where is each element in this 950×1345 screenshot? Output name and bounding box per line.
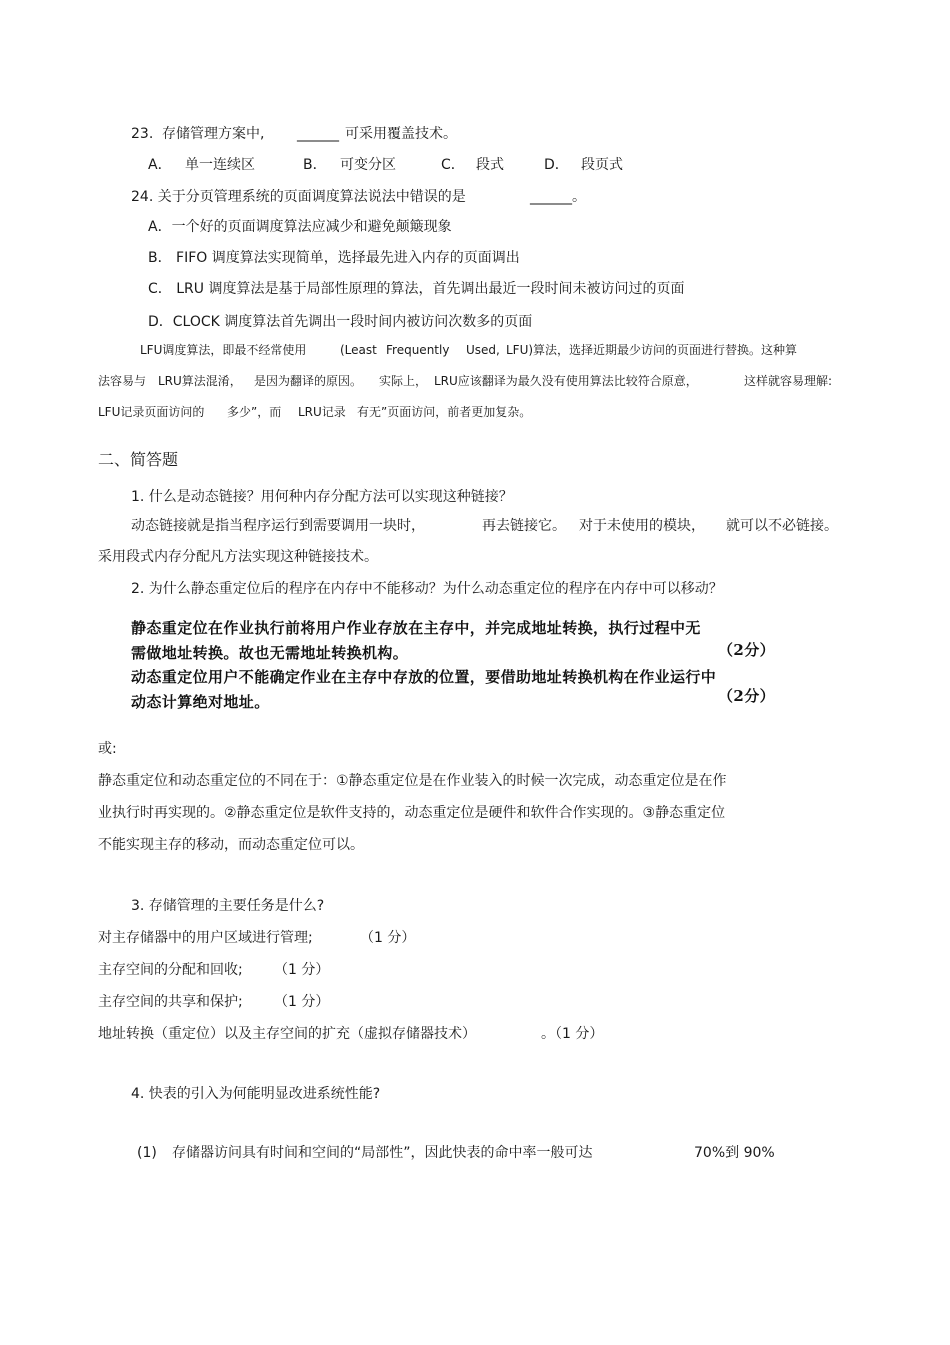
q24-option-d: D．CLOCK 调度算法首先调出一段时间内被访问次数多的页面 xyxy=(148,314,533,330)
note-line3-d: 有无”页面访问，前者更加复杂。 xyxy=(357,405,532,419)
q3-question: 3. 存储管理的主要任务是什么? xyxy=(131,898,325,914)
q24-stem: 24. 关于分页管理系统的页面调度算法说法中错误的是 xyxy=(131,189,466,205)
q23-option-d: 段页式 xyxy=(581,157,623,173)
q4-question: 4. 快表的引入为何能明显改进系统性能? xyxy=(131,1086,381,1102)
q3-item-3-score: （1 分） xyxy=(274,994,330,1010)
q3-item-1-score: （1 分） xyxy=(360,930,416,946)
note-line2-c: 是因为翻译的原因。 xyxy=(254,374,363,388)
q2-alt-line-1: 静态重定位和动态重定位的不同在于：①静态重定位是在作业装入的时候一次完成，动态重定位是在作 xyxy=(98,773,727,789)
note-line3-a: LFU记录页面访问的 xyxy=(98,405,205,419)
note-line3-c: LRU记录 xyxy=(298,405,346,419)
q23-stem: 存储管理方案中, xyxy=(162,126,265,142)
note-line2-f: 这样就容易理解: xyxy=(744,374,833,388)
q23-option-c: 段式 xyxy=(476,157,504,173)
q3-item-1: 对主存储器中的用户区域进行管理; xyxy=(98,930,313,946)
q23-number: 23. xyxy=(131,126,154,142)
scan-line-1: 静态重定位在作业执行前将用户作业存放在主存中，并完成地址转换，执行过程中无 xyxy=(131,619,701,637)
q1-answer-a: 动态链接就是指当程序运行到需要调用一块时， xyxy=(131,518,425,534)
note-line2-a: 法容易与 xyxy=(98,374,147,388)
q23-blank: ______ xyxy=(297,126,339,142)
note-line2-e: LRU应该翻译为最久没有使用算法比较符合原意， xyxy=(434,374,698,388)
note-line2-d: 实际上， xyxy=(379,374,428,388)
q1-answer-c: 对于未使用的模块， xyxy=(579,518,705,534)
q23-stem-end: 可采用覆盖技术。 xyxy=(345,126,457,142)
q3-item-2: 主存空间的分配和回收; xyxy=(98,962,243,978)
note-line1-b: (Least xyxy=(340,343,377,357)
scan-score-2: （2分） xyxy=(718,687,776,705)
q1-answer-b: 再去链接它。 xyxy=(482,518,566,534)
q1-answer-line2: 采用段式内存分配凡方法实现这种链接技术。 xyxy=(98,549,378,565)
q3-item-4-score: 。（1 分） xyxy=(541,1026,604,1042)
section-title: 二、简答题 xyxy=(98,450,179,469)
q4-answer-value: 70%到 90% xyxy=(694,1145,775,1161)
note-line1-c: Frequently xyxy=(386,343,450,357)
q24-option-b: B． FIFO 调度算法实现简单，选择最先进入内存的页面调出 xyxy=(148,250,520,266)
q23-option-b-letter: B． xyxy=(303,157,327,173)
scan-line-4: 动态计算绝对地址。 xyxy=(131,693,270,711)
q3-item-2-score: （1 分） xyxy=(274,962,330,978)
q2-alt-line-2: 业执行时再实现的。②静态重定位是软件支持的，动态重定位是硬件和软件合作实现的。③静态重定位 xyxy=(98,805,726,821)
q3-item-4: 地址转换（重定位）以及主存空间的扩充（虚拟存储器技术） xyxy=(98,1026,476,1042)
note-line1-a: LFU调度算法，即最不经常使用 xyxy=(140,343,307,357)
scan-score-1: （2分） xyxy=(718,641,776,659)
q1-question: 1. 什么是动态链接？用何种内存分配方法可以实现这种链接？ xyxy=(131,489,513,505)
note-line1-d: Used, xyxy=(466,343,500,357)
q2-question: 2. 为什么静态重定位后的程序在内存中不能移动？为什么动态重定位的程序在内存中可以移动？ xyxy=(131,581,723,597)
q3-item-3: 主存空间的共享和保护; xyxy=(98,994,243,1010)
note-line1-e: LFU)算法，选择近期最少访问的页面进行替换。这种算 xyxy=(506,343,798,357)
q23-option-a: 单一连续区 xyxy=(185,157,255,173)
q4-answer-number: (1) xyxy=(137,1145,157,1161)
q23-option-c-letter: C． xyxy=(441,157,465,173)
q23-option-b: 可变分区 xyxy=(340,157,396,173)
note-line3-b: 多少”，而 xyxy=(227,405,282,419)
or-label: 或: xyxy=(98,741,117,757)
scan-line-2: 需做地址转换。故也无需地址转换机构。 xyxy=(131,644,409,662)
scan-line-3: 动态重定位用户不能确定作业在主存中存放的位置，要借助地址转换机构在作业运行中 xyxy=(131,668,717,686)
q2-alt-line-3: 不能实现主存的移动，而动态重定位可以。 xyxy=(98,837,364,853)
q4-answer-text: 存储器访问具有时间和空间的“局部性”，因此快表的命中率一般可达 xyxy=(172,1145,593,1161)
q23-option-a-letter: A． xyxy=(148,157,172,173)
q24-option-c: C． LRU 调度算法是基于局部性原理的算法，首先调出最近一段时间未被访问过的页面 xyxy=(148,281,685,297)
q24-option-a: A．一个好的页面调度算法应减少和避免颠簸现象 xyxy=(148,219,452,235)
q24-blank: ______。 xyxy=(530,189,586,205)
note-line2-b: LRU算法混淆， xyxy=(158,374,242,388)
q1-answer-d: 就可以不必链接。 xyxy=(726,518,838,534)
q23-option-d-letter: D． xyxy=(544,157,569,173)
